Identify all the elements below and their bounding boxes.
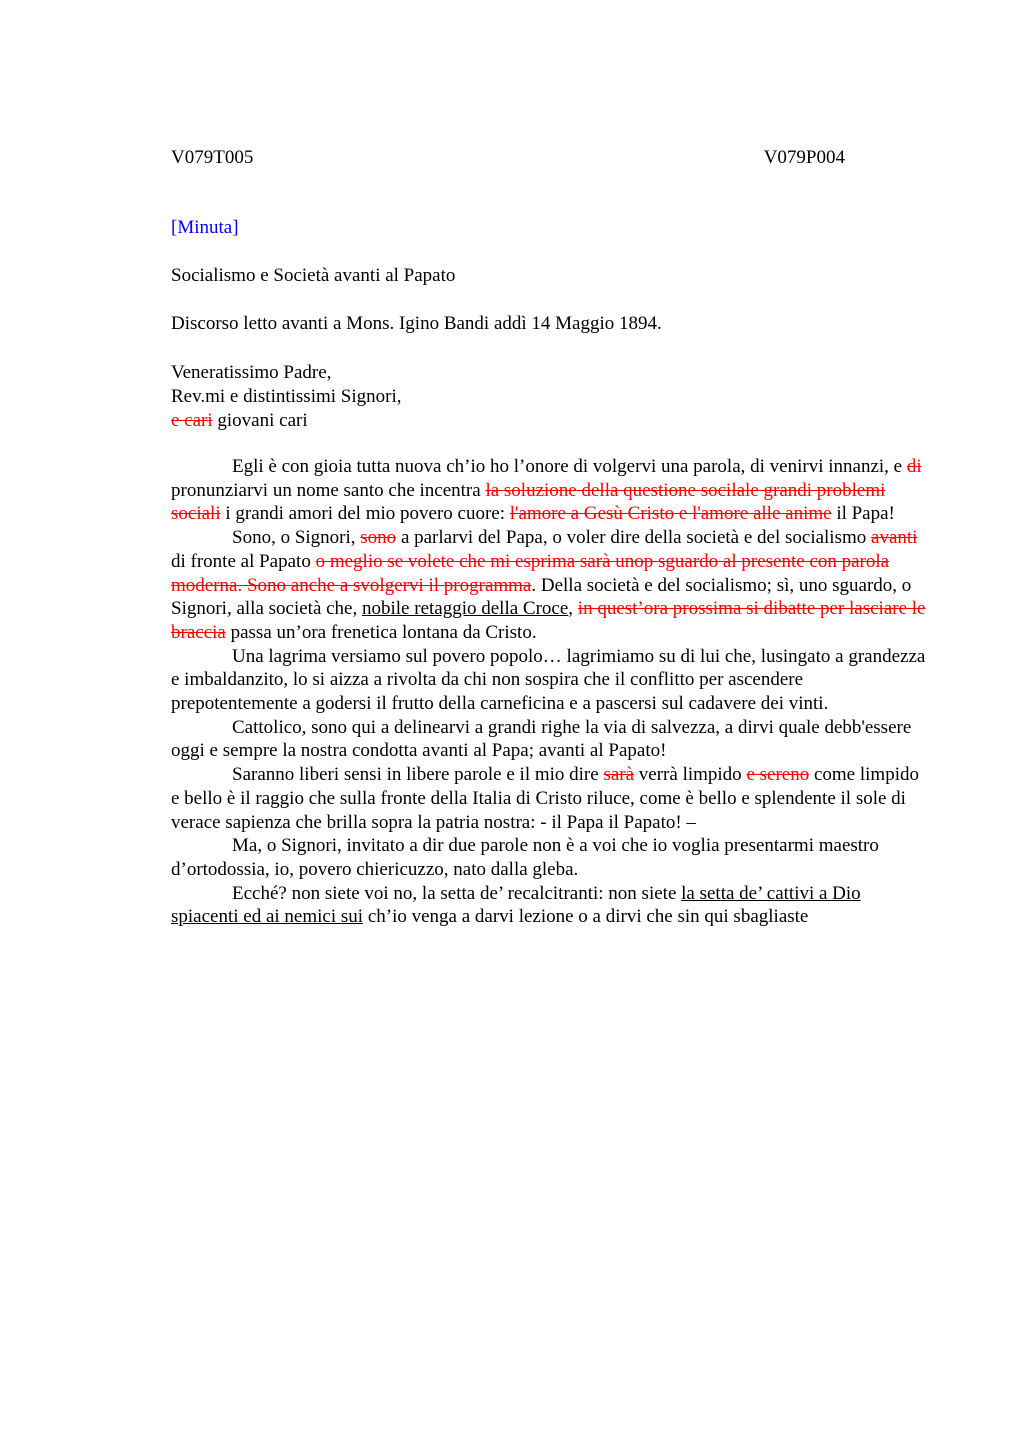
deleted-text: avanti <box>871 527 918 549</box>
document-body <box>171 455 927 929</box>
text-run: . Della società e del socialismo; sì, uno sguardo, o Signori, alla società che, <box>171 574 912 620</box>
underlined-text: la setta de’ cattivi a Dio spiacenti ed ai nemici sui <box>171 882 861 928</box>
text-run: Sono, o Signori, <box>232 527 361 549</box>
document-code-left: V079T005 <box>171 147 254 168</box>
text-run: Ecché? non siete voi no, la setta de’ recalcitranti: non siete <box>232 882 682 904</box>
text-run: Una lagrima versiamo sul povero popolo… lagrimiamo su di lui che, lusingato a grandezza e imbaldanzito, lo si aizza a rivolta da chi non sospira che il conflitto per ascendere prepotentemente a godersi il frutto della carneficina e a pascersi sul cadavere dei vinti. <box>171 645 926 715</box>
text-run: ch’io venga a darvi lezione o a dirvi che sin qui sbagliaste <box>363 906 809 928</box>
text-run: Ma, o Signori, invitato a dir due parole non è a voi che io voglia presentarmi maestro d’ortodossia, io, povero chiericuzzo, nato dalla gleba. <box>171 835 879 880</box>
salutation-text: giovani cari <box>212 410 308 431</box>
text-run: pronunziarvi un nome santo che incentra <box>171 479 486 501</box>
document-title: Socialismo e Società avanti al Papato <box>171 265 456 286</box>
text-run: Saranno liberi sensi in libere parole e il mio dire <box>232 764 604 786</box>
text-run: passa un’ora frenetica lontana da Cristo. <box>225 621 537 643</box>
deleted-text: e cari <box>171 410 213 431</box>
text-run: Cattolico, sono qui a delinearvi a grandi righe la via di salvezza, a dirvi quale debb'essere oggi e sempre la nostra condotta avanti al Papa; avanti al Papato! <box>171 716 912 762</box>
deleted-text: sarà <box>603 764 635 786</box>
deleted-text: sono <box>360 527 397 549</box>
deleted-text: e sereno <box>746 764 810 786</box>
text-run: il Papa! <box>831 503 895 525</box>
body-paragraph <box>171 526 927 645</box>
deleted-text: in quest’ora prossima si dibatte per lasciare le braccia <box>171 598 926 643</box>
document-code-right: V079P004 <box>763 147 845 168</box>
body-paragraph <box>171 763 927 834</box>
text-run: Egli è con gioia tutta nuova ch’io ho l’onore di volgervi una parola, di venirvi innanzi, e <box>232 456 907 477</box>
text-run: come limpido e bello è il raggio che sulla fronte della Italia di Cristo riluce, come è bello e splendente il sole di verace sapienza che brilla sopra la patria nostra: - il Papa il Papato! – <box>171 764 919 833</box>
deleted-text: di <box>906 456 922 477</box>
underlined-text: nobile retaggio della Croce <box>362 598 569 620</box>
minuta-label: [Minuta] <box>171 217 239 238</box>
salutation <box>171 361 401 433</box>
salutation-line: Rev.mi e distintissimi Signori, <box>171 386 402 407</box>
text-run: verrà limpido <box>634 764 747 786</box>
text-run: , <box>568 598 578 620</box>
text-run: i grandi amori del mio povero cuore: <box>220 503 510 525</box>
body-paragraph <box>171 645 927 716</box>
salutation-line: Veneratissimo Padre, <box>171 362 332 383</box>
salutation-line <box>171 409 401 433</box>
deleted-text: o meglio se volete che mi esprima sarà unop sguardo al presente con parola moderna. Sono anche a svolgervi il programma <box>171 550 890 596</box>
text-run: a parlarvi del Papa, o voler dire della società e del socialismo <box>396 527 872 549</box>
body-paragraph <box>171 882 927 929</box>
deleted-text: l'amore a Gesù Cristo e l'amore alle anime <box>509 503 832 525</box>
body-paragraph <box>171 455 927 526</box>
page-header <box>171 147 845 171</box>
body-paragraph <box>171 716 927 763</box>
deleted-text: la soluzione della questione socilale grandi problemi sociali <box>171 479 886 525</box>
body-paragraph <box>171 834 927 881</box>
text-run: di fronte al Papato <box>171 550 316 572</box>
document-subtitle: Discorso letto avanti a Mons. Igino Bandi addì 14 Maggio 1894. <box>171 313 662 334</box>
